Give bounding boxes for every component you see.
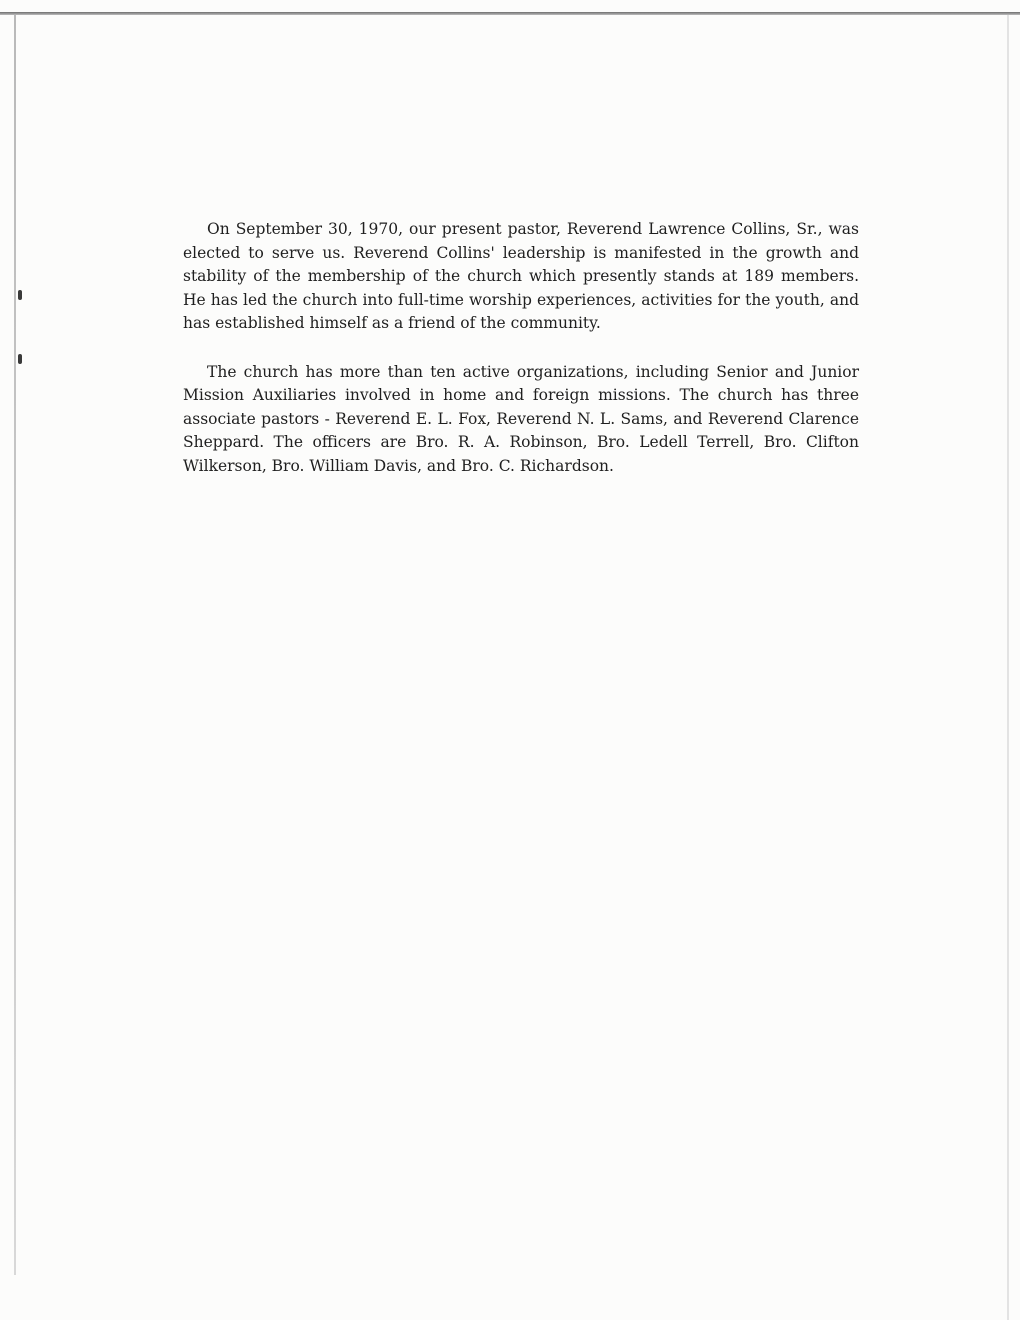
paragraph-pastor: On September 30, 1970, our present pastor, Reverend Lawrence Collins, Sr., was elected to serve us. Reverend Collins' leadership is manifested in the growth and stability of the membership of the church which presently stands at 189 members. He has led the church into full-time worship experiences, activities for the youth, and has established himself as a friend of the community.	[183, 220, 859, 332]
paragraph-organizations: The church has more than ten active organizations, including Senior and Junior Mission Auxiliaries involved in home and foreign missions. The church has three associate pastors - Reverend E. L. Fox, Reverend N. L. Sams, and Reverend Clarence Sheppard. The officers are Bro. R. A. Robinson, Bro. Ledell Terrell, Bro. Clifton Wilkerson, Bro. William Davis, and Bro. C. Richardson.	[183, 362, 859, 475]
page-right-edge	[1007, 15, 1009, 1320]
binding-hole-mark	[18, 354, 22, 364]
page-top-edge	[0, 12, 1020, 15]
binding-hole-mark	[18, 290, 22, 300]
document-body	[183, 218, 859, 478]
page-left-edge	[14, 15, 16, 1275]
